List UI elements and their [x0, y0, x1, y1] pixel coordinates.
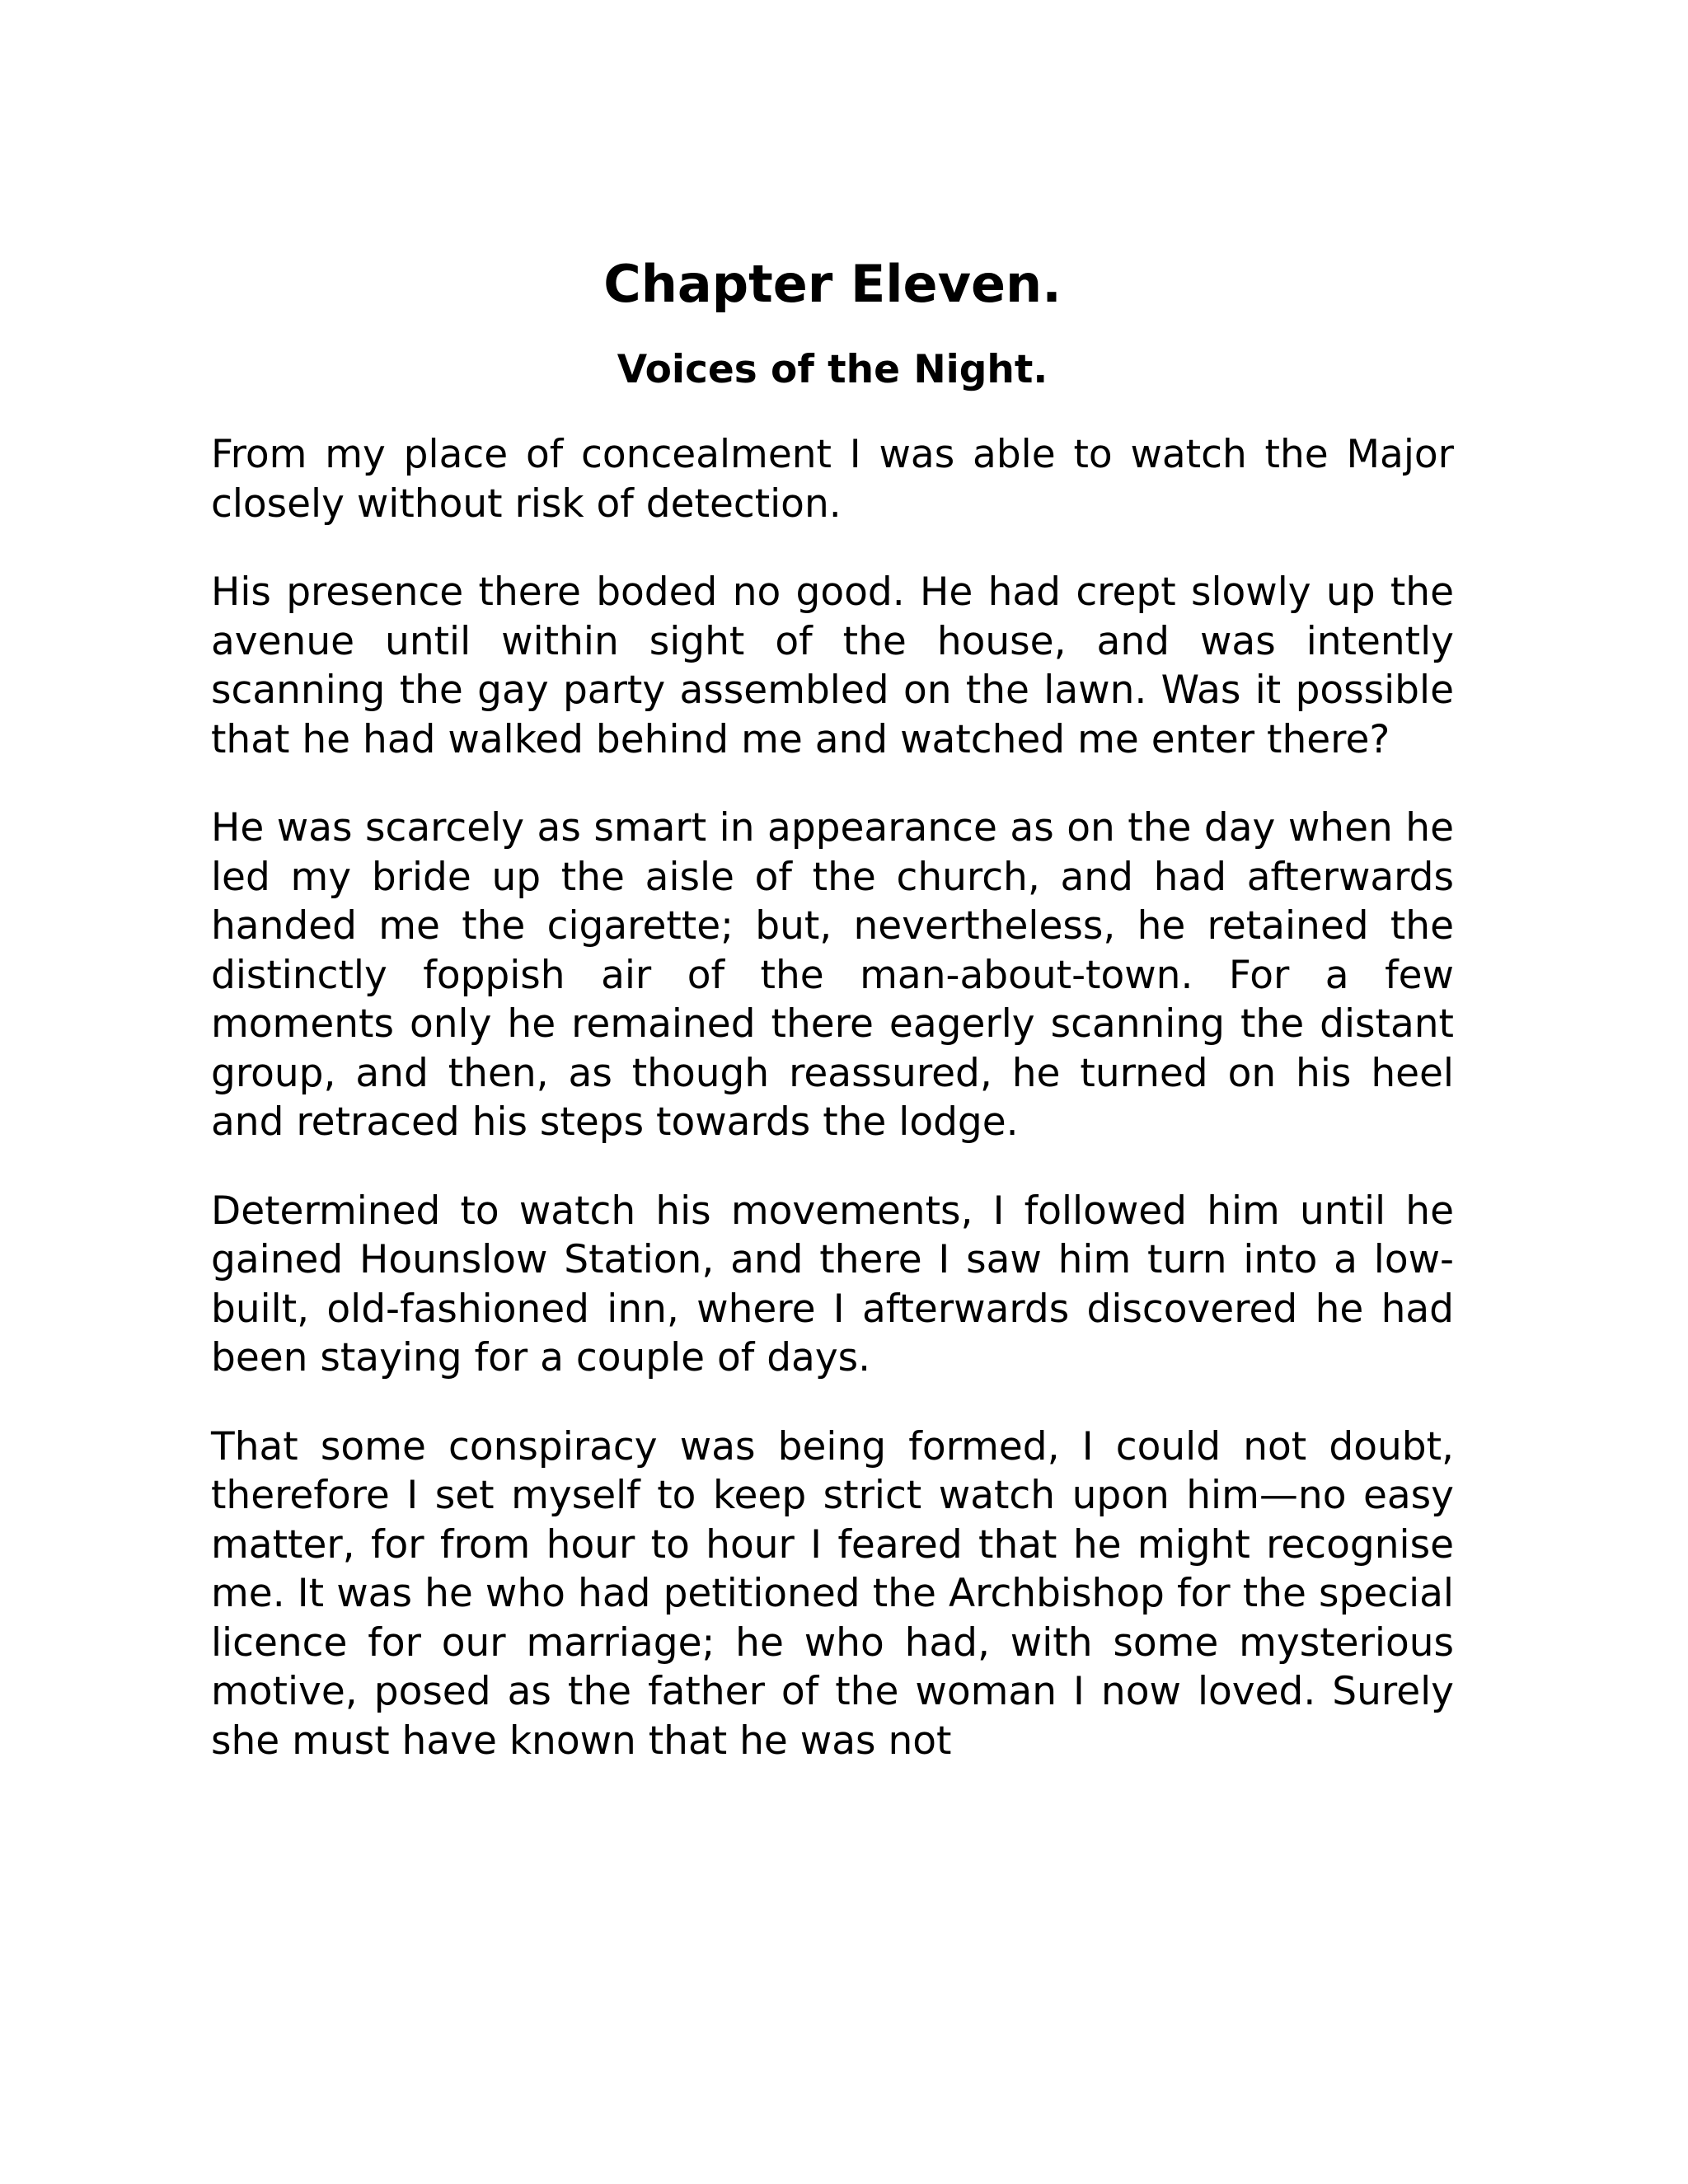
paragraph-3: He was scarcely as smart in appearance as on the day when he led my bride up the aisle of the church, and had afterwards handed me the cigarette; but, nevertheless, he retained the distinctly foppish air of the man-about-town. For a few moments only he remained there eagerly scanning the distant group, and then, as though reassured, he turned on his heel and retraced his steps towards the lodge. [211, 805, 1454, 1145]
chapter-title: Chapter Eleven. [603, 254, 1062, 314]
body-text [211, 430, 1454, 1765]
paragraph-1: From my place of concealment I was able to watch the Major closely without risk of detection. [211, 432, 1454, 527]
paragraph-2: His presence there boded no good. He had crept slowly up the avenue until within sight of the house, and was intently scanning the gay party assembled on the lawn. Was it possible that he had walked behind me and watched me enter there? [211, 569, 1454, 762]
paragraph-5: That some conspiracy was being formed, I could not doubt, therefore I set myself to keep strict watch upon him—no easy matter, for from hour to hour I feared that he might recognise me. It was he who had petitioned the Archbishop for the special licence for our marriage; he who had, with some mysterious motive, posed as the father of the woman I now loved. Surely she must have known that he was not [211, 1423, 1454, 1764]
paragraph-4: Determined to watch his movements, I followed him until he gained Hounslow Station, and there I saw him turn into a low-built, old-fashioned inn, where I afterwards discovered he had been staying for a couple of days. [211, 1188, 1454, 1380]
chapter-subtitle: Voices of the Night. [617, 347, 1048, 392]
document-page [211, 247, 1454, 1805]
